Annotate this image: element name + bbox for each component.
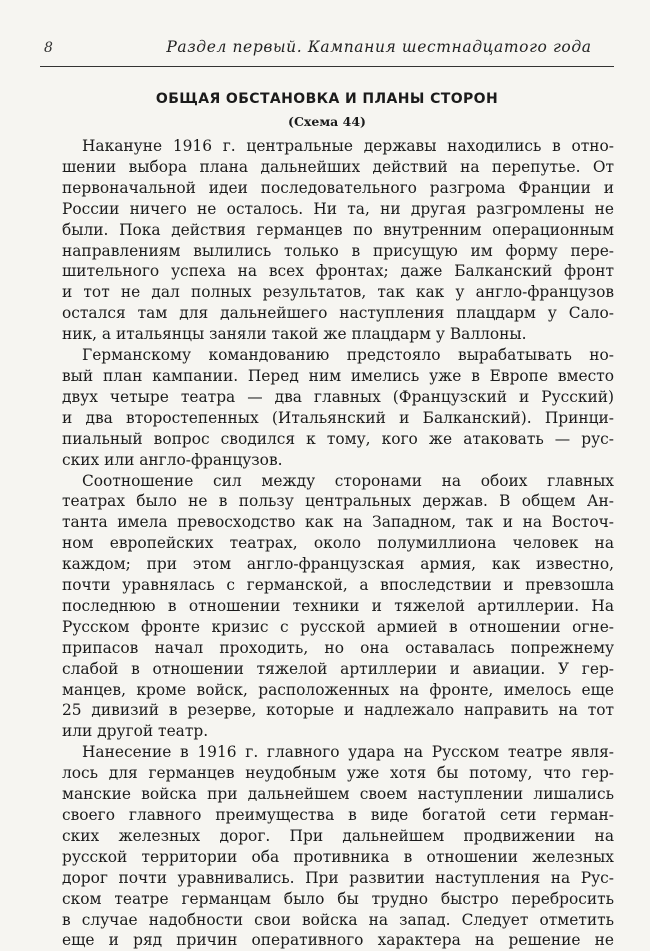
text-line: ском театре германцам было бы трудно быстро перебросить — [62, 889, 614, 908]
text-line: Накануне 1916 г. центральные державы находились в отно- — [82, 137, 614, 155]
text-line: вый план кампании. Перед ним имелись уже в Европе вместо — [62, 366, 614, 385]
text-line: Русском фронте кризис с русской армией в отношении огне- — [62, 617, 614, 636]
text-line: дорог почти уравнивались. При развитии наступления на Рус- — [62, 868, 614, 887]
section-title: ОБЩАЯ ОБСТАНОВКА И ПЛАНЫ СТОРОН — [155, 91, 499, 107]
text-line: Германскому командованию предстояло вырабатывать но- — [82, 346, 614, 365]
text-line: ских или англо-французов. — [62, 450, 283, 469]
text-line: двух четыре театра — два главных (Французский и Русский) — [62, 387, 614, 406]
text-line: танта имела превосходство как на Западном, так и на Восточ- — [62, 513, 614, 532]
running-header — [40, 34, 618, 64]
text-line: в случае надобности свои войска на запад. Следует отметить — [62, 910, 614, 929]
text-line: Соотношение сил между сторонами на обоих главных — [82, 471, 614, 490]
header-rule — [40, 66, 614, 67]
text-line: припасов начал проходить, но она оставалась попрежнему — [62, 638, 614, 657]
text-line: последнюю в отношении техники и тяжелой артиллерии. На — [62, 596, 614, 615]
text-line: своего главного преимущества в виде богатой сети герман- — [62, 806, 614, 824]
page-number: 8 — [44, 40, 53, 56]
text-line: остался там для дальнейшего наступления плацдарм у Сало- — [62, 304, 614, 323]
text-line: 25 дивизий в резерве, которые и надлежало направить на тот — [62, 701, 614, 720]
text-line: первоначальной идеи последовательного разгрома Франции и — [62, 178, 614, 197]
text-line: слабой в отношении тяжелой артиллерии и авиации. У гер- — [62, 659, 614, 678]
text-line: и два второстепенных (Итальянский и Балканский). Принци- — [62, 408, 614, 427]
text-line: почти уравнялась с германской, а впоследствии и превзошла — [62, 576, 614, 595]
text-line: направлениям вылились только в присущую им форму пере- — [62, 241, 614, 260]
text-line: были. Пока действия германцев по внутренним операционным — [62, 220, 614, 239]
body-text — [62, 136, 614, 951]
text-line: Нанесение в 1916 г. главного удара на Русском театре явля- — [82, 743, 614, 762]
text-line: или другой театр. — [62, 722, 209, 741]
text-line: ном европейских театрах, около полумиллиона человек на — [62, 534, 614, 553]
text-line: еще и ряд причин оперативного характера на решение не — [62, 931, 614, 950]
scheme-reference: (Схема 44) — [288, 114, 366, 129]
text-line: России ничего не осталось. Ни та, ни другая разгромлены не — [62, 199, 614, 218]
text-line: каждом; при этом англо-французская армия, как известно, — [62, 555, 614, 574]
text-line: и тот не дал полных результатов, так как у англо-французов — [62, 283, 614, 302]
text-line: ских железных дорог. При дальнейшем продвижении на — [62, 826, 614, 845]
text-line: русской территории оба противника в отношении железных — [62, 847, 614, 866]
running-title: Раздел первый. Кампания шестнадцатого года — [166, 38, 592, 56]
text-line: шении выбора плана дальнейших действий на перепутье. От — [62, 157, 614, 176]
text-line: манские войска при дальнейшем своем наступлении лишались — [62, 785, 614, 804]
text-line: ник, а итальянцы заняли такой же плацдарм у Валлоны. — [62, 325, 527, 344]
text-line: театрах было не в пользу центральных держав. В общем Ан- — [62, 492, 614, 511]
text-line: манцев, кроме войск, расположенных на фронте, имелось еще — [62, 680, 614, 699]
text-line: шительного успеха на всех фронтах; даже Балканский фронт — [62, 262, 614, 281]
text-line: пиальный вопрос сводился к тому, кого же атаковать — рус- — [62, 429, 614, 448]
text-line: лось для германцев неудобным уже хотя бы потому, что гер- — [62, 764, 614, 783]
